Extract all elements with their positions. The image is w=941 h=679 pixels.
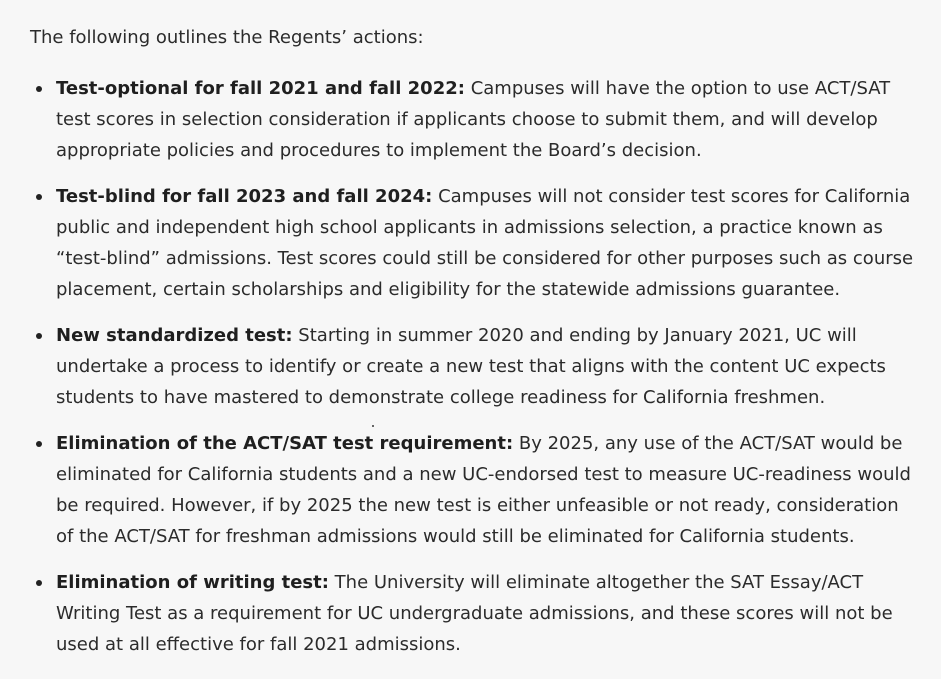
item-heading: Elimination of the ACT/SAT test requirement: xyxy=(56,433,514,454)
bullet-icon xyxy=(36,333,42,339)
bullet-icon xyxy=(36,580,42,586)
list-item-test-optional xyxy=(30,73,916,166)
item-heading: Elimination of writing test: xyxy=(56,572,329,593)
list-item-act-sat-elimination xyxy=(30,428,916,552)
list-item-new-standardized-test xyxy=(30,320,916,413)
item-text: Campuses will have the option to use ACT/SAT test scores in selection consideration if applicants choose to submit them, and will develop appropriate policies and procedures to implement the Board’s decision. xyxy=(56,78,891,161)
item-text: Campuses will not consider test scores for California public and independent high school applicants in admissions selection, a practice known as “test-blind” admissions. Test scores could still be considered for other purposes such as course placement, certain scholarships and eligibility for the statewide admissions guarantee. xyxy=(56,186,914,300)
item-heading: Test-blind for fall 2023 and fall 2024: xyxy=(56,186,433,207)
bullet-icon xyxy=(36,194,42,200)
item-heading: Test-optional for fall 2021 and fall 2022: xyxy=(56,78,465,99)
list-item-writing-test-elimination xyxy=(30,567,916,660)
bullet-icon xyxy=(36,86,42,92)
item-heading: New standardized test: xyxy=(56,325,293,346)
intro-paragraph: The following outlines the Regents’ actions: xyxy=(30,27,424,48)
regents-actions-list xyxy=(30,73,914,660)
list-item-test-blind xyxy=(30,181,916,305)
bullet-icon xyxy=(36,441,42,447)
item-text: By 2025, any use of the ACT/SAT would be eliminated for California students and a new UC-endorsed test to measure UC-readiness would be required. However, if by 2025 the new test is either unfeasible or not ready, consideration of the ACT/SAT for freshman admissions would still be eliminated for California students. xyxy=(56,433,911,547)
item-text: Starting in summer 2020 and ending by January 2021, UC will undertake a process to identify or create a new test that aligns with the content UC expects students to have mastered to demonstrate college readiness for California freshmen. xyxy=(56,325,886,408)
item-text: The University will eliminate altogether the SAT Essay/ACT Writing Test as a requirement for UC undergraduate admissions, and these scores will not be used at all effective for fall 2021 admissions. xyxy=(56,572,893,655)
stray-dot xyxy=(372,425,374,427)
